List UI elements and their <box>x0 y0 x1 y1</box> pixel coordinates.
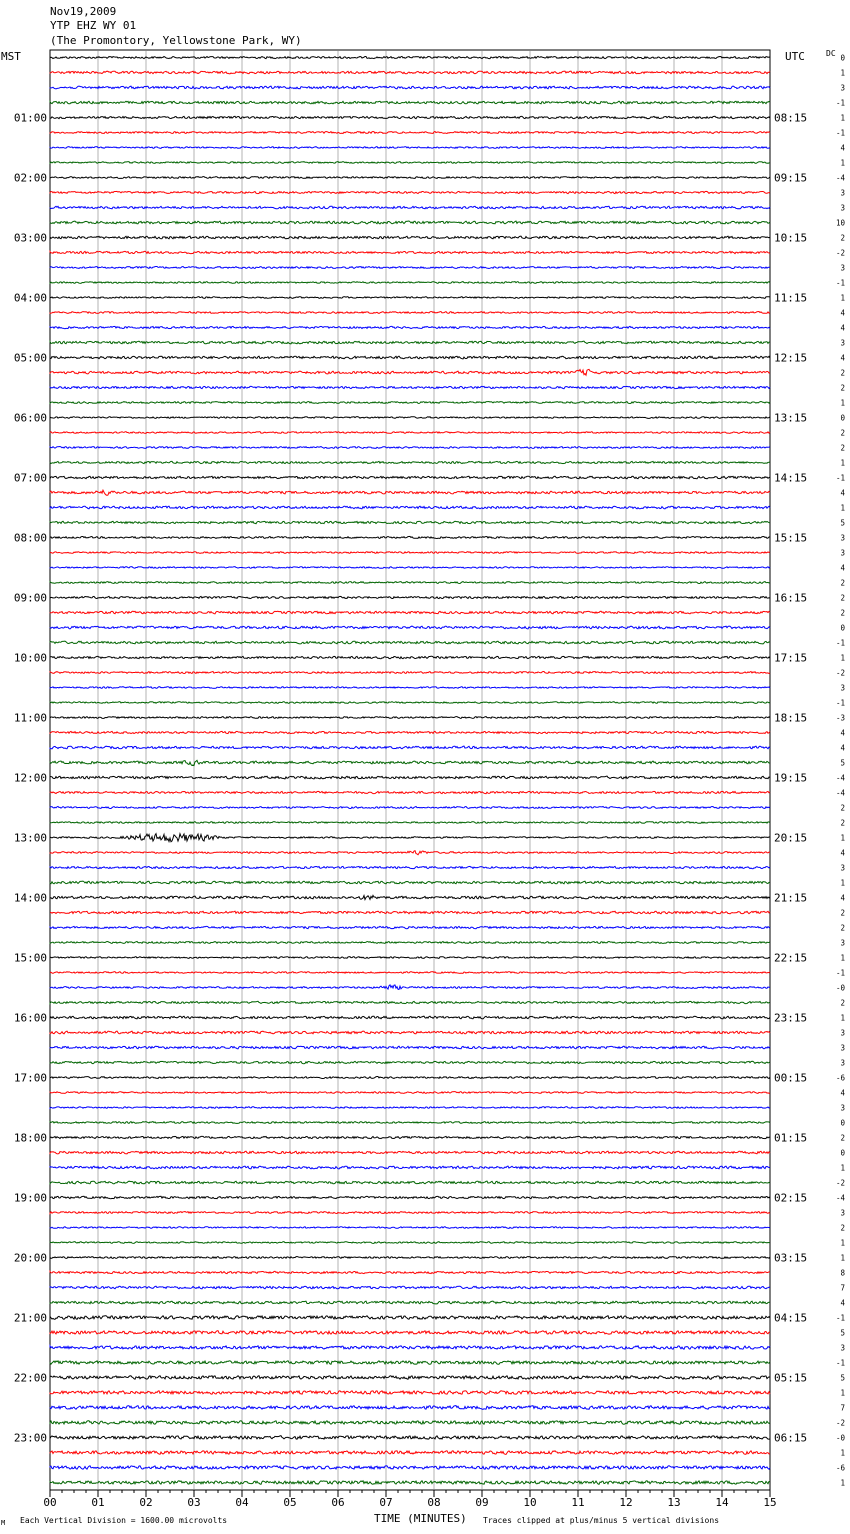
trace-row <box>50 656 770 658</box>
station-location: (The Promontory, Yellowstone Park, WY) <box>50 34 302 47</box>
trace-row <box>50 1481 770 1485</box>
trace-row <box>50 1001 770 1003</box>
dc-offset-value: 2 <box>840 428 845 438</box>
mst-hour-label: 07:00 <box>13 471 47 485</box>
dc-offset-value: -2 <box>835 1418 845 1428</box>
mst-hour-label: 15:00 <box>13 951 47 965</box>
mst-hour-label: 16:00 <box>13 1011 47 1025</box>
dc-offset-value: 1 <box>840 1013 845 1023</box>
dc-offset-value: -2 <box>835 668 845 678</box>
trace-row <box>50 236 770 239</box>
trace-row <box>50 1181 770 1184</box>
scale-note: Each Vertical Division = 1600.00 microvolts <box>20 1516 228 1525</box>
dc-offset-value: 2 <box>840 368 845 378</box>
trace-row <box>50 972 770 974</box>
dc-offset-value: -0 <box>835 983 845 993</box>
trace-row <box>50 957 770 959</box>
trace-row <box>50 251 770 253</box>
x-tick-label: 03 <box>187 1496 201 1509</box>
trace-row <box>50 1301 770 1304</box>
utc-hour-label: 09:15 <box>774 171 808 185</box>
trace-row <box>50 461 770 463</box>
dc-offset-value: 2 <box>840 233 845 243</box>
dc-offset-value: 5 <box>840 758 845 768</box>
trace-row <box>50 552 770 554</box>
trace-row <box>50 1242 770 1244</box>
dc-offset-value: 1 <box>840 458 845 468</box>
trace-row <box>50 506 770 509</box>
dc-offset-value: 0 <box>840 53 845 63</box>
dc-offset-value: 4 <box>840 563 845 573</box>
trace-row <box>50 1257 770 1259</box>
dc-offset-value: 2 <box>840 1133 845 1143</box>
trace-row <box>50 86 770 89</box>
dc-offset-value: 4 <box>840 143 845 153</box>
x-axis-title: TIME (MINUTES) <box>374 1512 467 1525</box>
trace-row <box>50 312 770 314</box>
trace-row <box>50 267 770 269</box>
trace-row <box>50 402 770 404</box>
trace-row <box>50 116 770 118</box>
utc-hour-label: 00:15 <box>774 1071 808 1085</box>
trace-row <box>50 834 770 842</box>
dc-offset-value: 2 <box>840 383 845 393</box>
plot-date: Nov19,2009 <box>50 5 117 18</box>
dc-offset-value: 5 <box>840 1328 845 1338</box>
dc-offset-value: 4 <box>840 308 845 318</box>
dc-offset-header: DC <box>826 49 836 58</box>
utc-hour-label: 02:15 <box>774 1191 808 1205</box>
trace-row <box>50 626 770 629</box>
dc-offset-value: 0 <box>840 1148 845 1158</box>
plot-frame <box>50 50 770 1490</box>
x-tick-label: 01 <box>91 1496 105 1509</box>
dc-offset-value: 1 <box>840 1253 845 1263</box>
dc-offset-value: 3 <box>840 83 845 93</box>
mst-hour-label: 02:00 <box>13 171 47 185</box>
dc-offset-value: 2 <box>840 923 845 933</box>
trace-row <box>50 1406 770 1410</box>
mst-hour-label: 09:00 <box>13 591 47 605</box>
dc-offset-value: 1 <box>840 953 845 963</box>
utc-hour-label: 11:15 <box>774 291 808 305</box>
utc-hour-label: 17:15 <box>774 651 808 665</box>
trace-row <box>50 911 770 914</box>
trace-row <box>50 132 770 134</box>
dc-offset-value: -4 <box>835 788 845 798</box>
trace-row <box>50 596 770 598</box>
dc-offset-value: 4 <box>840 728 845 738</box>
trace-row <box>50 1316 770 1320</box>
x-tick-label: 12 <box>619 1496 633 1509</box>
mst-hour-label: 14:00 <box>13 891 47 905</box>
trace-row <box>50 895 770 899</box>
dc-offset-value: 2 <box>840 608 845 618</box>
x-tick-label: 11 <box>571 1496 585 1509</box>
trace-row <box>50 702 770 704</box>
trace-row <box>50 1151 770 1154</box>
trace-row <box>50 1061 770 1063</box>
left-timezone-label: MST <box>1 50 21 63</box>
dc-offset-value: 3 <box>840 203 845 213</box>
dc-offset-value: -4 <box>835 1193 845 1203</box>
dc-offset-value: 3 <box>840 338 845 348</box>
dc-offset-value: 2 <box>840 818 845 828</box>
dc-offset-value: 10 <box>835 218 845 228</box>
trace-row <box>50 1122 770 1124</box>
dc-offset-value: 4 <box>840 893 845 903</box>
dc-offset-value: 3 <box>840 533 845 543</box>
trace-row <box>50 1376 770 1380</box>
dc-offset-value: -1 <box>835 638 845 648</box>
dc-offset-value: 3 <box>840 1058 845 1068</box>
dc-offset-value: 3 <box>840 548 845 558</box>
dc-offset-value: -2 <box>835 1178 845 1188</box>
dc-offset-value: -3 <box>835 713 845 723</box>
dc-offset-value: 3 <box>840 1343 845 1353</box>
dc-offset-value: -1 <box>835 968 845 978</box>
mst-hour-label: 11:00 <box>13 711 47 725</box>
trace-row <box>50 356 770 359</box>
dc-offset-value: 1 <box>840 503 845 513</box>
dc-offset-value: -4 <box>835 173 845 183</box>
trace-row <box>50 1166 770 1169</box>
trace-row <box>50 717 770 719</box>
dc-offset-value: 3 <box>840 1043 845 1053</box>
utc-hour-label: 01:15 <box>774 1131 808 1145</box>
dc-offset-value: 4 <box>840 1088 845 1098</box>
trace-row <box>50 1196 770 1198</box>
mst-hour-label: 05:00 <box>13 351 47 365</box>
dc-offset-value: 1 <box>840 68 845 78</box>
utc-hour-label: 13:15 <box>774 411 808 425</box>
dc-offset-value: 0 <box>840 1118 845 1128</box>
dc-offset-value: 3 <box>840 683 845 693</box>
trace-row <box>50 297 770 299</box>
trace-row <box>50 1466 770 1470</box>
utc-hour-label: 19:15 <box>774 771 808 785</box>
dc-offset-value: 1 <box>840 878 845 888</box>
utc-hour-label: 21:15 <box>774 891 808 905</box>
trace-row <box>50 147 770 149</box>
trace-row <box>50 942 770 944</box>
utc-hour-label: 12:15 <box>774 351 808 365</box>
right-timezone-label: UTC <box>785 50 805 63</box>
dc-offset-value: 3 <box>840 188 845 198</box>
dc-offset-value: 0 <box>840 413 845 423</box>
trace-row <box>50 926 770 928</box>
mst-hour-label: 04:00 <box>13 291 47 305</box>
trace-row <box>50 1451 770 1455</box>
x-tick-label: 06 <box>331 1496 345 1509</box>
dc-offset-value: -2 <box>835 248 845 258</box>
mst-hour-label: 12:00 <box>13 771 47 785</box>
mst-hour-label: 03:00 <box>13 231 47 245</box>
trace-row <box>50 536 770 538</box>
dc-offset-value: 1 <box>840 158 845 168</box>
dc-offset-value: 2 <box>840 908 845 918</box>
trace-row <box>50 1136 770 1138</box>
trace-row <box>50 341 770 344</box>
trace-row <box>50 490 770 495</box>
utc-hour-label: 18:15 <box>774 711 808 725</box>
dc-offset-value: -1 <box>835 1358 845 1368</box>
trace-row <box>50 1212 770 1214</box>
trace-row <box>50 386 770 388</box>
dc-offset-value: 2 <box>840 998 845 1008</box>
trace-row <box>50 1271 770 1273</box>
utc-hour-label: 14:15 <box>774 471 808 485</box>
dc-offset-value: 4 <box>840 488 845 498</box>
dc-offset-value: 1 <box>840 1478 845 1488</box>
x-tick-label: 14 <box>715 1496 729 1509</box>
trace-row <box>50 1286 770 1289</box>
x-tick-label: 02 <box>139 1496 153 1509</box>
dc-offset-value: 1 <box>840 293 845 303</box>
trace-row <box>50 866 770 868</box>
trace-row <box>50 881 770 884</box>
mst-hour-label: 06:00 <box>13 411 47 425</box>
dc-offset-value: 0 <box>840 623 845 633</box>
trace-row <box>50 582 770 584</box>
trace-row <box>50 672 770 674</box>
dc-offset-value: 2 <box>840 803 845 813</box>
dc-offset-value: 3 <box>840 1208 845 1218</box>
utc-hour-label: 20:15 <box>774 831 808 845</box>
utc-hour-label: 22:15 <box>774 951 808 965</box>
corner-mark: M <box>1 1519 6 1527</box>
dc-offset-value: 2 <box>840 443 845 453</box>
x-tick-label: 05 <box>283 1496 297 1509</box>
trace-row <box>50 731 770 733</box>
dc-offset-value: 2 <box>840 578 845 588</box>
dc-offset-value: 1 <box>840 1238 845 1248</box>
utc-hour-label: 16:15 <box>774 591 808 605</box>
dc-offset-value: 3 <box>840 863 845 873</box>
utc-hour-label: 04:15 <box>774 1311 808 1325</box>
mst-hour-label: 19:00 <box>13 1191 47 1205</box>
trace-row <box>50 1046 770 1049</box>
trace-row <box>50 567 770 569</box>
trace-row <box>50 432 770 434</box>
trace-row <box>50 326 770 328</box>
trace-row <box>50 746 770 749</box>
dc-offset-value: 5 <box>840 518 845 528</box>
trace-row <box>50 1016 770 1019</box>
trace-row <box>50 56 770 58</box>
trace-row <box>50 162 770 164</box>
dc-offset-value: 1 <box>840 1163 845 1173</box>
utc-hour-label: 06:15 <box>774 1431 808 1445</box>
utc-hour-label: 15:15 <box>774 531 808 545</box>
trace-row <box>50 521 770 523</box>
dc-offset-value: 2 <box>840 593 845 603</box>
trace-row <box>50 641 770 644</box>
dc-offset-value: 3 <box>840 938 845 948</box>
trace-row <box>50 71 770 74</box>
trace-row <box>50 191 770 193</box>
dc-offset-value: 1 <box>840 653 845 663</box>
trace-row <box>50 1361 770 1365</box>
x-tick-label: 08 <box>427 1496 441 1509</box>
trace-row <box>50 1421 770 1425</box>
clip-note: Traces clipped at plus/minus 5 vertical divisions <box>483 1516 720 1525</box>
dc-offset-value: -1 <box>835 1313 845 1323</box>
dc-offset-value: 4 <box>840 743 845 753</box>
trace-row <box>50 1436 770 1440</box>
x-tick-label: 04 <box>235 1496 249 1509</box>
x-tick-label: 10 <box>523 1496 537 1509</box>
trace-row <box>50 776 770 779</box>
dc-offset-value: 4 <box>840 848 845 858</box>
station-code: YTP EHZ WY 01 <box>50 19 137 32</box>
dc-offset-value: 8 <box>840 1268 845 1278</box>
dc-offset-value: 3 <box>840 1103 845 1113</box>
x-tick-label: 15 <box>763 1496 777 1509</box>
mst-hour-label: 13:00 <box>13 831 47 845</box>
trace-row <box>50 1227 770 1229</box>
utc-hour-label: 03:15 <box>774 1251 808 1265</box>
dc-offset-value: 3 <box>840 1028 845 1038</box>
mst-hour-label: 10:00 <box>13 651 47 665</box>
trace-row <box>50 807 770 809</box>
trace-row <box>50 1331 770 1335</box>
trace-row <box>50 760 770 765</box>
utc-hour-label: 08:15 <box>774 111 808 125</box>
x-tick-label: 09 <box>475 1496 489 1509</box>
dc-offset-value: 3 <box>840 263 845 273</box>
utc-hour-label: 05:15 <box>774 1371 808 1385</box>
trace-row <box>50 206 770 209</box>
utc-hour-label: 23:15 <box>774 1011 808 1025</box>
mst-hour-label: 08:00 <box>13 531 47 545</box>
dc-offset-value: -1 <box>835 98 845 108</box>
dc-offset-value: 4 <box>840 353 845 363</box>
mst-hour-label: 01:00 <box>13 111 47 125</box>
mst-hour-label: 17:00 <box>13 1071 47 1085</box>
mst-hour-label: 21:00 <box>13 1311 47 1325</box>
trace-row <box>50 822 770 824</box>
trace-row <box>50 791 770 793</box>
trace-row <box>50 369 770 375</box>
trace-row <box>50 1107 770 1109</box>
utc-hour-label: 10:15 <box>774 231 808 245</box>
dc-offset-value: 1 <box>840 833 845 843</box>
trace-row <box>50 1391 770 1394</box>
dc-offset-value: 7 <box>840 1403 845 1413</box>
trace-row <box>50 1092 770 1094</box>
dc-offset-value: -1 <box>835 128 845 138</box>
dc-offset-value: 1 <box>840 1388 845 1398</box>
mst-hour-label: 23:00 <box>13 1431 47 1445</box>
trace-row <box>50 1346 770 1350</box>
dc-offset-value: 5 <box>840 1373 845 1383</box>
mst-hour-label: 22:00 <box>13 1371 47 1385</box>
dc-offset-value: -4 <box>835 773 845 783</box>
dc-offset-value: -6 <box>835 1073 845 1083</box>
dc-offset-value: -1 <box>835 278 845 288</box>
trace-row <box>50 687 770 689</box>
x-tick-label: 13 <box>667 1496 681 1509</box>
trace-row <box>50 282 770 284</box>
x-tick-label: 00 <box>43 1496 57 1509</box>
dc-offset-value: 2 <box>840 1223 845 1233</box>
dc-offset-value: 1 <box>840 113 845 123</box>
trace-row <box>50 447 770 449</box>
trace-row <box>50 1077 770 1079</box>
trace-row <box>50 177 770 179</box>
trace-row <box>50 417 770 419</box>
dc-offset-value: -0 <box>835 1433 845 1443</box>
trace-row <box>50 101 770 104</box>
mst-hour-label: 18:00 <box>13 1131 47 1145</box>
trace-row <box>50 611 770 614</box>
dc-offset-value: 7 <box>840 1283 845 1293</box>
dc-offset-value: 1 <box>840 398 845 408</box>
dc-offset-value: 4 <box>840 323 845 333</box>
dc-offset-value: -6 <box>835 1463 845 1473</box>
mst-hour-label: 20:00 <box>13 1251 47 1265</box>
dc-offset-value: 1 <box>840 1448 845 1458</box>
x-tick-label: 07 <box>379 1496 393 1509</box>
trace-row <box>50 1031 770 1034</box>
trace-row <box>50 221 770 224</box>
dc-offset-value: -1 <box>835 473 845 483</box>
dc-offset-value: -1 <box>835 698 845 708</box>
trace-row <box>50 985 770 990</box>
dc-offset-value: 4 <box>840 1298 845 1308</box>
trace-row <box>50 476 770 479</box>
trace-row <box>50 851 770 855</box>
